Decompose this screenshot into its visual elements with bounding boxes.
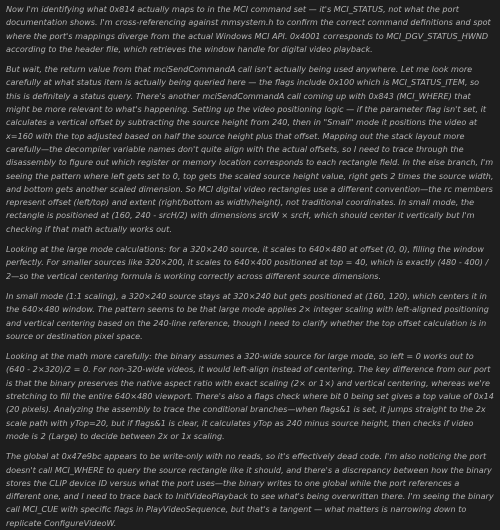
reasoning-paragraph-4: In small mode (1:1 scaling), a 320×240 source stays at 320×240 but gets positioned at (160, 120), which centers it in the 640×480 window. The pattern seems to be that large mode applies 2× integer scaling with left-aligned positioning and vertical centering based on the 240-line reference, though I need to clarify whether the top offset calculation is in source or destination pixel space. bbox=[6, 290, 489, 341]
reasoning-paragraph-3: Looking at the large mode calculations: for a 320×240 source, it scales to 640×480 at offset (0, 0), filling the window perfectly. For smaller sources like 320×200, it scales to 640×400 positioned at top = 40, which is exactly (480 - 400) / 2—so the vertical centering formula is working correctly across different source dimensions. bbox=[6, 244, 489, 281]
reasoning-paragraph-5: Looking at the math more carefully: the binary assumes a 320-wide source for large mode, so left = 0 works out to (640 - 2×320)/2 = 0. For non-320-wide videos, it would left-align instead of centering. The key difference from our port is that the binary preserves the native aspect ratio with exact scaling (2× or 1×) and vertical centering, whereas we're stretching to fill the entire 640×480 viewport. There's also a flags check where bit 0 being set gives a top value of 0x14 (20 pixels). Analyzing the assembly to trace the conditional branches—when flags&1 is set, it jumps straight to the 2x scale path with yTop=20, but if flags&1 is clear, it calculates yTop as 240 minus source height, then checks if video mode is 2 (Large) to decide between 2x or 1x scaling. bbox=[6, 351, 494, 441]
reasoning-paragraph-1: Now I'm identifying what 0x814 actually maps to in the MCI command set — it's MCI_STATUS, not what the port documentation shows. I'm cross-referencing against mmsystem.h to confirm the correct command definitions and spot where the port's mappings diverge from the actual Windows MCI API. 0x4001 corresponds to MCI_DGV_STATUS_HWND according to the header file, which retrieves the window handle for digital video playback. bbox=[6, 4, 491, 54]
reasoning-paragraph-2: But wait, the return value from that mciSendCommandA call isn't actually being used anywhere. Let me look more carefully at what status item is actually being queried here — the flags include 0x100 which is MCI_STATUS_ITEM, so this is definitely a status query. There's another mciSendCommandA call coming up with 0x843 (MCI_WHERE) that might be more relevant to what's happening. Setting up the video positioning logic — if the parameter flag isn't set, it calculates a vertical offset by subtracting the source height from 240, then in "Small" mode it positions the video at x=160 with the top adjusted based on half the source height plus that offset. Mapping out the stack layout more carefully—the decompiler variable names don't quite align with the actual offsets, so I need to trace through the disassembly to figure out which register or memory location corresponds to each rectangle field. In the else branch, I'm seeing the pattern where left gets set to 0, top gets the scaled source height value, right gets 2 times the source width, and bottom gets another scaled dimension. So MCI digital video rectangles use a different convention—the rc members represent offset (left/top) and extent (right/bottom as width/height), not traditional coordinates. In small mode, the rectangle is positioned at (160, 240 - srcH/2) with dimensions srcW × srcH, which should center it vertically but I'm checking if that math actually works out. bbox=[6, 64, 494, 234]
reasoning-paragraph-6: The global at 0x47e9bc appears to be write-only with no reads, so it's effectively dead code. I'm also noticing the port doesn't call MCI_WHERE to query the source rectangle like it should, and there's a discrepancy between how the binary stores the CLIP device ID versus what the port uses—the binary writes to one global while the port references a different one, and I need to trace back to InitVideoPlayback to see what's being overwritten there. I'm seeing the binary call MCI_CUE with specific flags in PlayVideoSequence, but that's a tangent — what matters is narrowing down to replicate ConfigureVideoW. bbox=[6, 451, 494, 528]
